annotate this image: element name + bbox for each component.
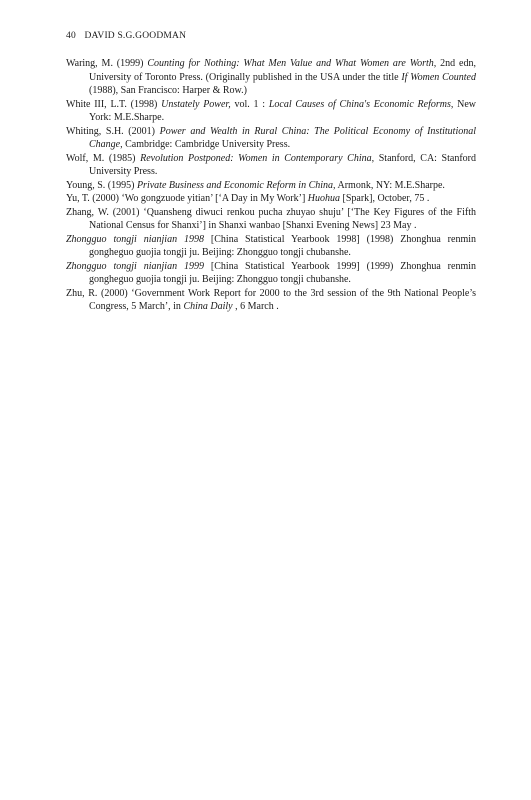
reference-text: (1988), San Francisco: Harper & Row.) <box>89 85 247 96</box>
reference-text: vol. 1 : <box>230 98 269 110</box>
reference-text: White III, L.T. (1998) <box>66 98 162 110</box>
reference-title: Power and Wealth in Rural China: The Political Economy of Institutional Change, <box>89 125 476 150</box>
reference-entry <box>66 192 476 206</box>
reference-text: Zhu, R. (2000) ‘Government Work Report for 2000 to the 3rd session of the 9th National People’s Congress, 5 March’, in <box>66 287 476 312</box>
reference-entry <box>66 98 476 125</box>
reference-text: Zhang, W. (2001) ‘Quansheng diwuci renkou pucha zhuyao shuju’ [‘The Key Figures of the Fifth National Census for Shanxi’] in Shanxi wanbao [Shanxi Evening News] 23 May . <box>66 206 476 231</box>
reference-title: China Daily <box>183 301 233 312</box>
reference-title: If Women Counted <box>401 71 476 83</box>
reference-text: Cambridge: Cambridge University Press. <box>122 139 291 150</box>
reference-text: Waring, M. (1999) <box>66 58 148 69</box>
running-head-author: DAVID S.G.GOODMAN <box>84 31 187 41</box>
reference-list <box>66 57 476 314</box>
reference-text: Whiting, S.H. (2001) <box>66 125 160 137</box>
reference-text: [China Statistical Yearbook 1998] (1998) Zhonghua renmin gongheguo guojia tongji ju. Beijing: Zhongguo tongji chubanshe. <box>89 233 477 258</box>
reference-title: Local Causes of China's Economic Reforms, <box>268 98 454 110</box>
page-number: 40 <box>66 31 76 41</box>
reference-text: Yu, T. (2000) ‘Wo gongzuode yitian’ [‘A Day in My Work’] <box>66 193 308 204</box>
reference-text: Stanford, CA: Stanford University Press. <box>89 152 476 177</box>
reference-title: Huohua <box>307 193 341 204</box>
reference-text: [Spark], October, 75 . <box>340 193 430 204</box>
reference-title: Revolution Postponed: Women in Contemporary China, <box>140 152 375 164</box>
reference-title: Zhongguo tongji nianjian 1998 <box>66 233 204 245</box>
reference-entry <box>66 260 476 287</box>
reference-text: [China Statistical Yearbook 1999] (1999) Zhonghua renmin gongheguo guojia tongji ju. Beijing: Zhongguo tongji chubanshe. <box>89 260 477 285</box>
reference-title: Zhongguo tongji nianjian 1999 <box>66 260 204 272</box>
reference-title: Private Business and Economic Reform in China, <box>136 179 336 191</box>
reference-text: 2nd edn, University of Toronto Press. (Originally published in the USA under the title <box>89 58 476 83</box>
reference-entry <box>66 206 476 233</box>
reference-text: , 6 March . <box>232 301 279 312</box>
reference-title: Counting for Nothing: What Men Value and What Women are Worth, <box>147 58 437 69</box>
reference-entry <box>66 125 476 152</box>
reference-entry <box>66 233 476 260</box>
reference-text: Armonk, NY: M.E.Sharpe. <box>335 179 445 191</box>
reference-entry <box>66 57 476 98</box>
running-head <box>66 31 186 41</box>
reference-entry <box>66 287 476 314</box>
reference-entry <box>66 179 476 193</box>
reference-text: Wolf, M. (1985) <box>66 152 141 164</box>
reference-title: Unstately Power, <box>161 98 231 110</box>
reference-text: Young, S. (1995) <box>66 179 137 191</box>
reference-entry <box>66 152 476 179</box>
reference-text: New York: M.E.Sharpe. <box>89 98 477 123</box>
